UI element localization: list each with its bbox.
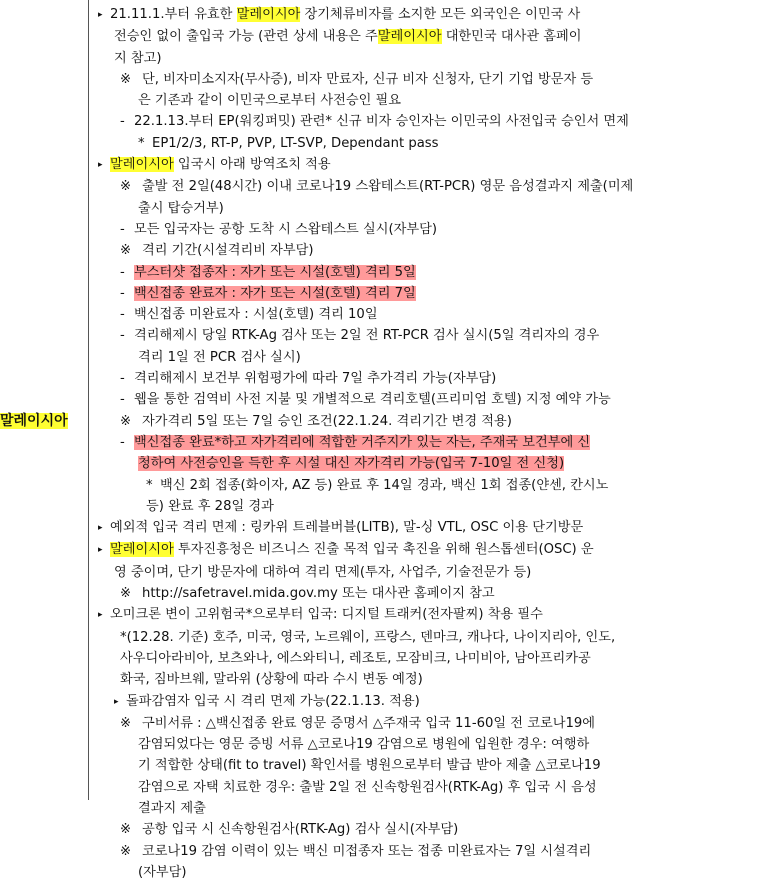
bullet-marker: ▸ <box>98 610 103 621</box>
country-label <box>0 411 88 431</box>
text-segment: 감염되었다는 영문 증빙 서류 △코로나19 감염으로 병원에 입원한 경우: 여행하 <box>138 737 590 753</box>
text-segment: 대한민국 대사관 홈페이 <box>441 29 582 45</box>
text-line <box>98 90 760 111</box>
text-line <box>98 69 760 90</box>
bullet-marker: - <box>120 307 125 323</box>
bullet-marker: - <box>120 434 125 450</box>
text-segment: 백신 2회 접종(화이자, AZ 등) 완료 후 14일 경과, 백신 1회 접종(얀센, 칸시노 <box>160 477 609 493</box>
text-line <box>98 819 760 840</box>
text-line <box>98 583 760 604</box>
text-segment: *(12.28. 기준) 호주, 미국, 영국, 노르웨이, 프랑스, 덴마크, 캐나다, 나이지리아, 인도, <box>120 629 616 645</box>
text-line <box>98 475 760 496</box>
text-line <box>98 841 760 862</box>
bullet-marker: * <box>138 135 145 151</box>
text-segment: 출발 전 2일(48시간) 이내 코로나19 스왑테스트(RT-PCR) 영문 음성결과지 제출(미제 <box>142 179 634 195</box>
text-segment: 지 참고) <box>114 50 162 66</box>
bullet-marker: ※ <box>120 822 132 838</box>
text-line <box>98 713 760 734</box>
bullet-marker: ※ <box>120 715 132 731</box>
text-line <box>98 4 760 26</box>
text-segment: 웹을 통한 검역비 사전 지불 및 개별적으로 격리호텔(프리미엄 호텔) 지정 예약 가능 <box>134 392 611 408</box>
text-line <box>98 496 760 517</box>
text-line <box>98 26 760 47</box>
text-segment: 코로나19 감염 이력이 있는 백신 미접종자 또는 접종 미완료자는 7일 시설격리 <box>142 843 592 859</box>
text-segment: 전승인 없이 출입국 가능 (관련 상세 내용은 주 <box>114 29 378 45</box>
text-segment: 격리 1일 전 PCR 검사 실시) <box>138 349 301 365</box>
text-line <box>98 539 760 561</box>
text-line <box>98 176 760 197</box>
text-line <box>98 798 760 819</box>
text-line <box>98 669 760 690</box>
bullet-marker: - <box>120 285 125 301</box>
text-segment: 등) 완료 후 28일 경과 <box>146 498 274 514</box>
text-line <box>98 604 760 626</box>
bullet-marker: - <box>120 328 125 344</box>
highlight-yellow: 말레이시아 <box>377 29 442 45</box>
text-segment: 구비서류 : △백신접종 완료 영문 증명서 △주재국 입국 11-60일 전 코로나19에 <box>142 715 595 731</box>
text-line <box>98 517 760 539</box>
text-line <box>98 219 760 240</box>
text-line <box>98 411 760 432</box>
bullet-marker: ※ <box>120 843 132 859</box>
text-segment: 화국, 짐바브웨, 말라위 (상황에 따라 수시 변동 예정) <box>120 672 423 688</box>
bullet-marker: * <box>146 477 153 493</box>
text-line <box>98 562 760 583</box>
text-segment: 격리해제시 보건부 위험평가에 따라 7일 추가격리 가능(자부담) <box>134 371 497 387</box>
highlight-yellow: 말레이시아 <box>236 7 301 22</box>
text-segment: 은 기존과 같이 이민국으로부터 사전승인 필요 <box>138 93 402 109</box>
highlight-yellow: 말레이시아 <box>110 542 174 558</box>
text-segment: 감염으로 자택 치료한 경우: 출발 2일 전 신속항원검사(RTK-Ag) 후 입국 시 음성 <box>138 779 597 795</box>
bullet-marker: ※ <box>120 243 132 259</box>
text-line <box>98 432 760 453</box>
text-segment: 돌파감염자 입국 시 격리 면제 가능(22.1.13. 적용) <box>126 693 420 709</box>
text-line <box>98 283 760 304</box>
bullet-marker: - <box>120 371 125 387</box>
text-line <box>98 627 760 648</box>
text-segment: 오미크론 변이 고위험국*으로부터 입국: 디지털 트래커(전자팔찌) 착용 필수 <box>110 607 543 623</box>
text-segment: (자부담) <box>138 864 187 880</box>
text-segment: 장기체류비자를 소지한 모든 외국인은 이민국 사 <box>300 7 581 22</box>
text-segment: EP1/2/3, RT-P, PVP, LT-SVP, Dependant pass <box>152 135 439 151</box>
text-segment: 투자진흥청은 비즈니스 진출 목적 입국 촉진을 위해 원스톱센터(OSC) 운 <box>173 542 594 558</box>
bullet-marker: ▸ <box>98 160 103 171</box>
highlight-red: 청하여 사전승인을 득한 후 시설 대신 자가격리 가능(입국 7-10일 전 신청) <box>138 456 565 472</box>
text-line <box>98 734 760 755</box>
bullet-marker: ▸ <box>98 523 103 534</box>
text-segment: 백신접종 미완료자 : 시설(호텔) 격리 10일 <box>134 307 378 323</box>
content-column <box>98 4 760 883</box>
text-line <box>98 347 760 368</box>
text-line <box>98 453 760 474</box>
bullet-marker: ※ <box>120 71 132 87</box>
text-segment: 자가격리 5일 또는 7일 승인 조건(22.1.24. 격리기간 변경 적용) <box>142 413 512 429</box>
bullet-marker: - <box>120 264 125 280</box>
bullet-marker: - <box>120 114 125 130</box>
text-segment: 21.11.1.부터 유효한 <box>110 7 237 22</box>
highlight-red: 백신접종 완료*하고 자가격리에 적합한 거주지가 있는 자는, 주재국 보건부에 신 <box>134 434 591 450</box>
text-line <box>98 777 760 798</box>
text-segment: 영 중이며, 단기 방문자에 대하여 격리 면제(투자, 사업주, 기술전문가 등) <box>114 564 532 580</box>
text-segment: 사우디아라비아, 보츠와나, 에스와티니, 레조토, 모잠비크, 나미비아, 남아프리카공 <box>120 650 591 666</box>
text-line <box>98 691 760 713</box>
text-line <box>98 304 760 325</box>
text-segment: 22.1.13.부터 EP(워킹퍼밋) 관련* 신규 비자 승인자는 이민국의 사전입국 승인서 면제 <box>134 114 629 130</box>
text-segment: 격리 기간(시설격리비 자부담) <box>142 243 314 259</box>
text-line <box>98 389 760 410</box>
text-line <box>98 648 760 669</box>
text-line <box>98 240 760 261</box>
highlight-red: 부스터샷 접종자 : 자가 또는 시설(호텔) 격리 5일 <box>134 264 416 280</box>
bullet-marker: ▸ <box>98 545 103 556</box>
text-segment: 기 적합한 상태(fit to travel) 확인서를 병원으로부터 발급 받아 제출 △코로나19 <box>138 758 601 774</box>
text-line <box>98 862 760 883</box>
text-line <box>98 154 760 176</box>
text-line <box>98 755 760 776</box>
text-line <box>98 262 760 283</box>
text-segment: 출시 탑승거부) <box>138 200 224 216</box>
text-line <box>98 368 760 389</box>
text-line <box>98 325 760 346</box>
bullet-marker: ※ <box>120 179 132 195</box>
country-name: 말레이시아 <box>0 413 68 429</box>
text-segment: 예외적 입국 격리 면제 : 링카위 트레블버블(LITB), 말-싱 VTL, OSC 이용 단기방문 <box>110 520 584 536</box>
text-line <box>98 198 760 219</box>
bullet-marker: ▸ <box>114 696 119 707</box>
text-segment: 입국시 아래 방역조치 적용 <box>173 157 331 173</box>
text-segment: 공항 입국 시 신속항원검사(RTK-Ag) 검사 실시(자부담) <box>142 822 459 838</box>
text-segment: 모든 입국자는 공항 도착 시 스왑테스트 실시(자부담) <box>134 221 437 237</box>
bullet-marker: ※ <box>120 413 132 429</box>
highlight-yellow: 말레이시아 <box>110 157 174 173</box>
text-segment: 결과지 제출 <box>138 800 206 816</box>
bullet-marker: ▸ <box>98 10 103 20</box>
text-line <box>98 133 760 154</box>
text-segment: 단, 비자미소지자(무사증), 비자 만료자, 신규 비자 신청자, 단기 기업 방문자 등 <box>142 71 594 87</box>
bullet-marker: - <box>120 392 125 408</box>
bullet-marker: - <box>120 221 125 237</box>
country-column <box>0 0 89 800</box>
text-segment: http://safetravel.mida.gov.my 또는 대사관 홈페이지 참고 <box>142 586 495 602</box>
text-segment: 격리해제시 당일 RTK-Ag 검사 또는 2일 전 RT-PCR 검사 실시(5일 격리자의 경우 <box>134 328 600 344</box>
highlight-red: 백신접종 완료자 : 자가 또는 시설(호텔) 격리 7일 <box>134 285 416 301</box>
bullet-marker: ※ <box>120 586 132 602</box>
text-line <box>98 48 760 69</box>
text-line <box>98 111 760 132</box>
